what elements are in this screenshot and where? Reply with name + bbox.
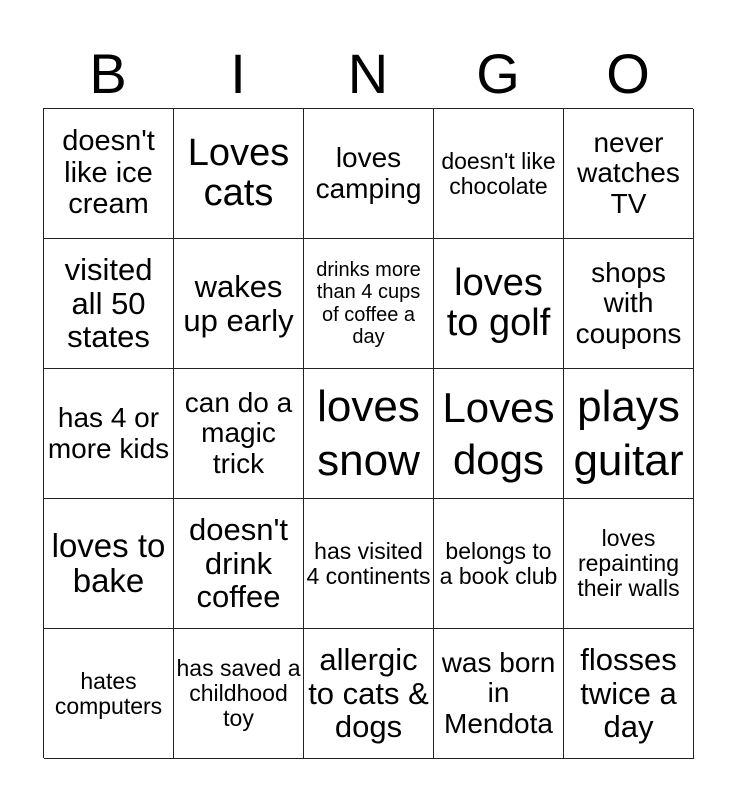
bingo-header	[43, 40, 693, 108]
bingo-cell-r2-c3[interactable]	[304, 239, 434, 369]
header-letter-o: O	[606, 42, 650, 105]
cell-text: loves camping	[315, 142, 422, 204]
header-letter-g: G	[476, 42, 520, 105]
cell-text: drinks more than 4 cups of coffee a day	[316, 258, 421, 348]
bingo-cell-r4-c3[interactable]	[304, 499, 434, 629]
cell-text: was born in Mendota	[441, 647, 556, 739]
cell-text: has saved a childhood toy	[176, 655, 301, 731]
bingo-cell-r4-c2[interactable]	[174, 499, 304, 629]
bingo-cell-r1-c5[interactable]	[564, 109, 694, 239]
bingo-cell-r2-c2[interactable]	[174, 239, 304, 369]
bingo-cell-r1-c1[interactable]	[44, 109, 174, 239]
header-letter-n: N	[347, 42, 389, 105]
cell-text: has 4 or more kids	[47, 402, 170, 464]
bingo-cell-r5-c2[interactable]	[174, 629, 304, 759]
cell-text: visited all 50 states	[64, 252, 153, 355]
cell-text: shops with coupons	[575, 257, 682, 349]
bingo-cell-r4-c5[interactable]	[564, 499, 694, 629]
bingo-cell-r3-c1[interactable]	[44, 369, 174, 499]
cell-text: wakes up early	[183, 269, 294, 338]
cell-text: Loves cats	[187, 131, 290, 214]
cell-text: belongs to a book club	[439, 537, 558, 589]
bingo-cell-r1-c3[interactable]	[304, 109, 434, 239]
cell-text: doesn't drink coffee	[189, 512, 288, 615]
cell-text: doesn't like ice cream	[62, 124, 155, 221]
bingo-cell-r2-c5[interactable]	[564, 239, 694, 369]
cell-text: never watches TV	[577, 127, 680, 219]
header-letter-i: I	[230, 42, 246, 105]
bingo-cell-r3-c3[interactable]	[304, 369, 434, 499]
bingo-cell-r5-c5[interactable]	[564, 629, 694, 759]
bingo-cell-r5-c3[interactable]	[304, 629, 434, 759]
bingo-cell-r1-c2[interactable]	[174, 109, 304, 239]
bingo-cell-r2-c4[interactable]	[434, 239, 564, 369]
cell-text: Loves dogs	[442, 384, 555, 483]
bingo-cell-r4-c4[interactable]	[434, 499, 564, 629]
cell-text: loves to bake	[51, 526, 166, 599]
cell-text: has visited 4 continents	[306, 537, 431, 589]
bingo-cell-r3-c2[interactable]	[174, 369, 304, 499]
bingo-board	[43, 108, 693, 758]
cell-text: plays guitar	[573, 381, 684, 485]
cell-text: loves to golf	[446, 261, 551, 344]
cell-text: can do a magic trick	[184, 387, 293, 479]
header-letter-b: B	[89, 42, 127, 105]
cell-text: loves snow	[317, 381, 420, 485]
bingo-cell-r5-c1[interactable]	[44, 629, 174, 759]
cell-text: loves repainting their walls	[577, 525, 680, 601]
bingo-cell-r4-c1[interactable]	[44, 499, 174, 629]
cell-text: allergic to cats & dogs	[308, 642, 429, 745]
cell-text: flosses twice a day	[580, 642, 677, 745]
cell-text: hates computers	[54, 667, 163, 719]
bingo-cell-r2-c1[interactable]	[44, 239, 174, 369]
bingo-cell-r3-c4[interactable]	[434, 369, 564, 499]
cell-text: doesn't like chocolate	[441, 147, 556, 199]
bingo-cell-r5-c4[interactable]	[434, 629, 564, 759]
bingo-cell-r3-c5[interactable]	[564, 369, 694, 499]
bingo-cell-r1-c4[interactable]	[434, 109, 564, 239]
